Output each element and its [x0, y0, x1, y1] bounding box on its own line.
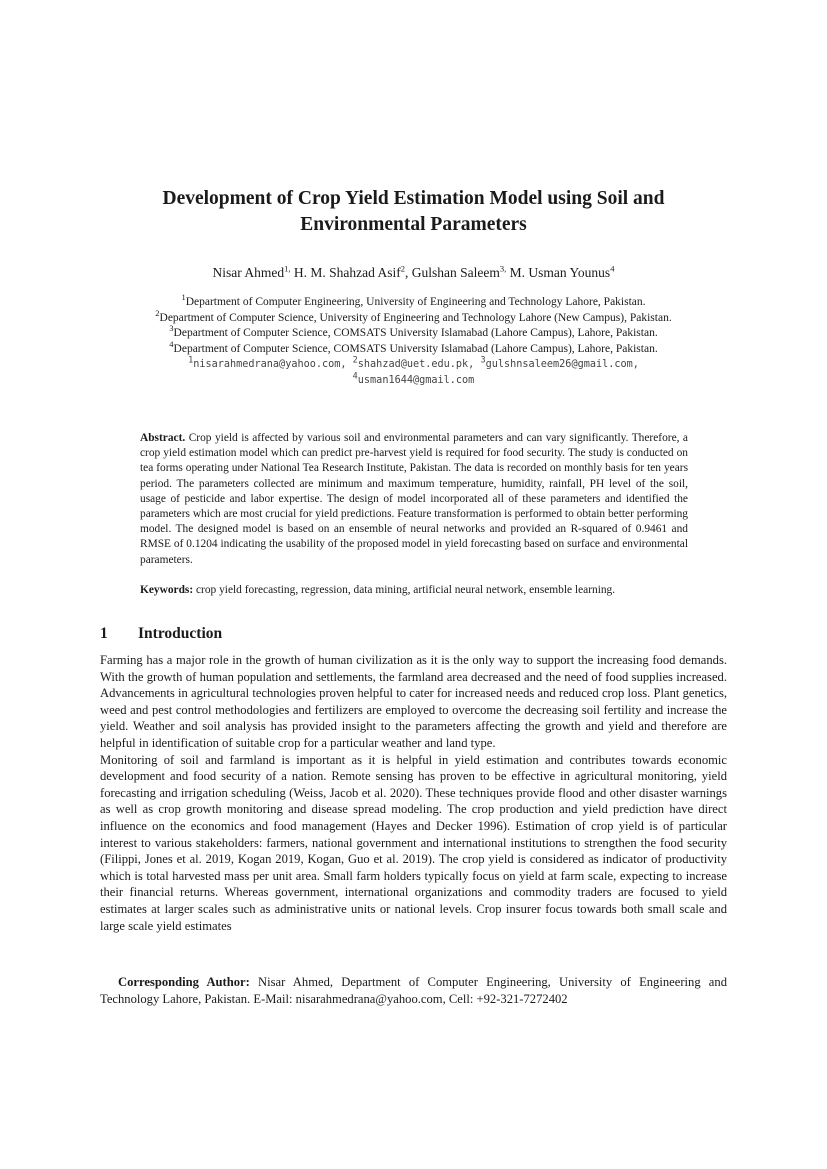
affiliations: [90, 292, 737, 389]
email-mark: 4: [352, 371, 358, 382]
email-mark: 1: [188, 355, 194, 366]
keywords: [140, 583, 688, 598]
affiliation-line: [90, 338, 737, 358]
paper-title: [100, 186, 727, 238]
section-body: [100, 652, 727, 934]
corresponding-label: Corresponding Author:: [118, 975, 250, 989]
author-affiliation-mark: 1,: [284, 263, 291, 274]
affiliation-text: Department of Computer Science, University of Engineering and Technology Lahore (New Campus), Pakistan.: [159, 311, 672, 324]
author-list: [100, 264, 727, 282]
email-link[interactable]: shahzad@uet.edu.pk,: [357, 359, 481, 371]
author-affiliation-mark: 2: [400, 263, 406, 274]
email-list: [90, 373, 737, 389]
affiliation-text: Department of Computer Science, COMSATS University Islamabad (Lahore Campus), Lahore, Pakistan.: [173, 342, 658, 355]
title-line-1: Development of Crop Yield Estimation Model using Soil and: [162, 188, 665, 209]
email-list: [90, 357, 737, 373]
email-link[interactable]: usman1644@gmail.com: [357, 374, 475, 386]
affiliation-line: [90, 307, 737, 327]
abstract: [140, 431, 688, 568]
author-affiliation-mark: 4: [610, 263, 615, 274]
affiliation-line: [90, 323, 737, 342]
affiliation-mark: 2: [155, 307, 160, 318]
body-paragraph: Monitoring of soil and farmland is important as it is helpful in yield estimation and contributes towards economic development and food security of a nation. Remote sensing has proven to be effective in agricultural monitoring, yield forecasting and irrigation scheduling (Weiss, Jacob et al. 2020). These techniques provide flood and other disaster warnings as well as crop growth monitoring and disease spread modeling. The crop production and yield prediction have direct influence on the economics and food management (Hayes and Decker 1996). Estimation of crop yield is of particular interest to various stakeholders: farmers, national government and international institutions to strengthen the food security (Filippi, Jones et al. 2019, Kogan 2019, Kogan, Guo et al. 2019). The crop yield is considered as indicator of productivity which is total harvested mass per unit area. Small farm holders typically focus on yield at farm scale, expecting to increase their financial returns. Whereas government, international organizations and commodity traders are focused to yield estimates at larger scales such as administrative units or national levels. Crop insurer focus towards both small scale and large scale yield estimates: [100, 752, 727, 933]
keywords-label: Keywords:: [140, 584, 194, 596]
affiliation-mark: 4: [169, 338, 174, 349]
author-name: , Gulshan Saleem: [405, 265, 500, 280]
section-heading: [100, 624, 222, 644]
section-number: 1: [100, 625, 108, 642]
email-link[interactable]: gulshnsaleem26@gmail.com,: [485, 359, 639, 371]
email-link[interactable]: nisarahmedrana@yahoo.com,: [193, 359, 353, 371]
author-name: H. M. Shahzad Asif: [290, 265, 401, 280]
affiliation-mark: 3: [169, 323, 174, 334]
author-name: Nisar Ahmed: [212, 265, 285, 280]
email-mark: 3: [480, 355, 486, 366]
affiliation-text: Department of Computer Engineering, University of Engineering and Technology Lahore, Pakistan.: [185, 296, 646, 308]
abstract-label: Abstract.: [140, 432, 186, 444]
body-paragraph: Farming has a major role in the growth of human civilization as it is the only way to support the increasing food demands. With the growth of human population and settlements, the farmland area decreased and the need of food supplies increased. Advancements in agricultural technologies proven helpful to cater for increased needs and reduced crop loss. Plant genetics, weed and pest control methodologies and fertilizers are employed to overcome the decreasing soil fertility and increase the yield. Weather and soil analysis has provided insight to the parameters affecting the growth and yield and therefore are helpful in identification of suitable crop for a particular weather and land type.: [100, 653, 727, 750]
affiliation-mark: 1: [181, 292, 186, 303]
title-line-2: Environmental Parameters: [300, 214, 527, 235]
author-affiliation-mark: 3,: [499, 263, 507, 274]
affiliation-line: [90, 292, 737, 311]
affiliation-text: Department of Computer Science, COMSATS University Islamabad (Lahore Campus), Lahore, Pakistan.: [173, 327, 658, 340]
corresponding-author-note: [100, 974, 727, 1008]
email-mark: 2: [352, 355, 358, 366]
abstract-text: Crop yield is affected by various soil and environmental parameters and can vary significantly. Therefore, a crop yield estimation model which can predict pre-harvest yield is required for food security. The study is conducted on tea forms operating under National Tea Research Institute, Pakistan. The data is recorded on monthly basis for ten years period. The parameters collected are minimum and maximum temperature, humidity, rainfall, PH level of the soil, usage of pesticide and labor expertise. The design of model incorporated all of these parameters and identified the parameters which are most crucial for yield predictions. Feature transformation is performed to obtain better performing model. The designed model is based on an ensemble of neural networks and provided an R-squared of 0.9461 and RMSE of 0.1204 indicating the usability of the proposed model in yield forecasting based on surface and environmental parameters.: [140, 432, 688, 566]
author-name: M. Usman Younus: [506, 265, 611, 280]
corresponding-text: Nisar Ahmed, Department of Computer Engineering, University of Engineering and Technology Lahore, Pakistan. E-Mail: nisarahmedrana@yahoo.com, Cell: +92-321-7272402: [100, 975, 727, 1006]
keywords-text: crop yield forecasting, regression, data mining, artificial neural network, ensemble learning.: [193, 584, 616, 596]
section-title: Introduction: [138, 625, 223, 642]
